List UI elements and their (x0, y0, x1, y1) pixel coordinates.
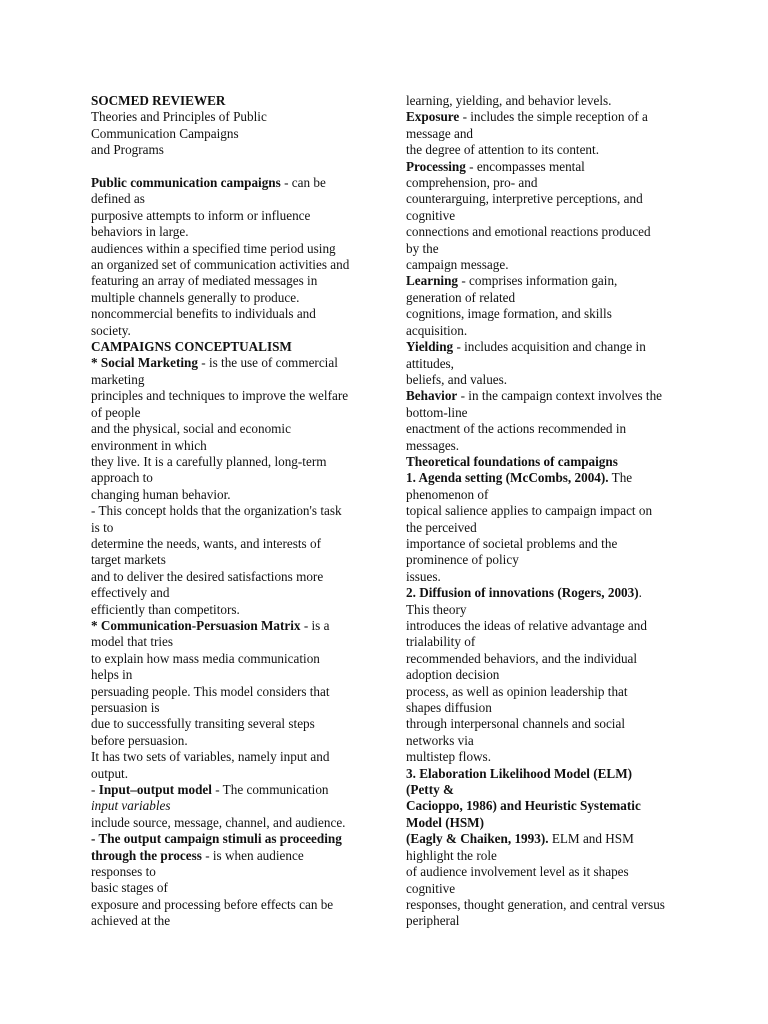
text-line (91, 552, 369, 568)
text-line (406, 913, 686, 929)
text-run: - includes the simple reception of a (459, 109, 648, 125)
text-line (406, 356, 686, 372)
text-line (406, 897, 686, 913)
text-run: - can be (280, 175, 326, 191)
text-run: It has two sets of variables, namely input and (91, 749, 330, 765)
text-line (91, 897, 369, 913)
text-run: the degree of attention to its content. (406, 142, 599, 158)
text-run: - (91, 782, 99, 798)
text-run: marketing (91, 371, 145, 387)
text-run: cognitive (406, 207, 456, 223)
text-run: efficiently than competitors. (91, 601, 240, 617)
text-line (91, 306, 369, 322)
text-line (406, 306, 686, 322)
text-run: networks via (406, 732, 474, 748)
text-run: behaviors in large. (91, 224, 189, 240)
text-line (406, 798, 686, 814)
text-run: changing human behavior. (91, 486, 231, 502)
bold-text: Theoretical foundations of campaigns (406, 453, 618, 469)
text-run: determine the needs, wants, and interests of (91, 535, 321, 551)
text-run: - encompasses mental (465, 158, 585, 174)
text-line (406, 175, 686, 191)
text-line (91, 782, 369, 798)
text-line (91, 520, 369, 536)
text-line (91, 667, 369, 683)
text-line (406, 667, 686, 683)
text-run: achieved at the (91, 913, 171, 929)
text-line (406, 257, 686, 273)
text-line (91, 355, 369, 371)
left-column (91, 93, 369, 930)
text-line (91, 438, 369, 454)
text-run: issues. (406, 568, 441, 584)
text-line (406, 651, 686, 667)
text-line (91, 290, 369, 306)
text-run: defined as (91, 191, 145, 207)
italic-text: input variables (91, 798, 171, 814)
text-run: persuading people. This model considers that (91, 683, 330, 699)
text-run: process, as well as opinion leadership that (406, 683, 628, 699)
text-line (406, 438, 686, 454)
text-run: introduces the ideas of relative advantage and (406, 618, 647, 633)
text-run: trialability of (406, 634, 476, 650)
text-line (406, 749, 686, 765)
text-line (91, 175, 369, 191)
bold-text: Learning (406, 273, 459, 289)
text-run: - is the use of commercial (197, 355, 338, 371)
bold-text: Yielding (406, 339, 454, 355)
text-run: an organized set of communication activities and (91, 257, 350, 273)
text-line (406, 815, 686, 831)
text-line (91, 913, 369, 929)
blank-line (91, 159, 369, 175)
text-line (406, 159, 686, 175)
text-run: and Programs (91, 142, 164, 158)
text-run: comprehension, pro- and (406, 175, 538, 191)
text-line (406, 684, 686, 700)
text-line (406, 191, 686, 207)
bold-text: Public communication campaigns (91, 175, 281, 191)
text-line (406, 618, 686, 634)
text-line (91, 421, 369, 437)
text-run: is to (91, 519, 114, 535)
text-run: - is when audience (201, 847, 304, 863)
text-line (406, 848, 686, 864)
text-line (91, 388, 369, 404)
text-line (406, 224, 686, 240)
text-run: helps in (91, 667, 133, 683)
text-run: multistep flows. (406, 749, 491, 765)
text-line (406, 241, 686, 257)
text-run: the perceived (406, 519, 477, 535)
text-run: persuasion is (91, 700, 160, 716)
text-run: campaign message. (406, 257, 509, 273)
text-line (91, 273, 369, 289)
right-column (406, 93, 686, 930)
text-line (406, 372, 686, 388)
text-line (406, 536, 686, 552)
text-line (406, 864, 686, 880)
text-line (91, 503, 369, 519)
text-line (91, 651, 369, 667)
text-line (91, 536, 369, 552)
text-run: adoption decision (406, 667, 500, 683)
text-run: learning, yielding, and behavior levels. (406, 93, 612, 108)
text-line (91, 733, 369, 749)
text-line (406, 470, 686, 486)
bold-text: Processing (406, 158, 466, 174)
text-line (91, 618, 369, 634)
text-run: recommended behaviors, and the individual (406, 650, 638, 666)
text-line (91, 93, 369, 109)
text-line (406, 454, 686, 470)
text-line (91, 142, 369, 158)
text-run: Communication Campaigns (91, 125, 239, 141)
text-run: Theories and Principles of Public (91, 109, 267, 125)
text-run: approach to (91, 470, 153, 486)
text-run: shapes diffusion (406, 700, 492, 716)
text-run: highlight the role (406, 847, 497, 863)
text-line (406, 569, 686, 585)
text-run: generation of related (406, 289, 516, 305)
bold-text: CAMPAIGNS CONCEPTUALISM (91, 339, 292, 355)
text-run: connections and emotional reactions produced (406, 224, 651, 240)
text-line (406, 421, 686, 437)
text-run: of audience involvement level as it shapes (406, 864, 629, 880)
text-run: messages. (406, 437, 460, 453)
text-line (406, 93, 686, 109)
text-line (406, 602, 686, 618)
text-run: The (608, 470, 633, 486)
text-run: beliefs, and values. (406, 371, 508, 387)
text-line (406, 520, 686, 536)
text-run: - is a (300, 617, 330, 633)
text-line (91, 454, 369, 470)
text-run: effectively and (91, 585, 170, 601)
text-run: responses, thought generation, and central versus (406, 896, 665, 912)
text-run: due to successfully transiting several steps (91, 716, 315, 732)
text-run: cognitive (406, 880, 456, 896)
text-run: bottom-line (406, 404, 468, 420)
text-line (91, 257, 369, 273)
text-line (91, 716, 369, 732)
text-line (406, 766, 686, 782)
text-line (91, 634, 369, 650)
text-run: responses to (91, 864, 156, 880)
bold-text: Input–output model (98, 782, 212, 798)
text-line (406, 208, 686, 224)
text-line (406, 273, 686, 289)
text-line (406, 487, 686, 503)
text-run: topical salience applies to campaign impact on (406, 503, 653, 519)
text-run: and the physical, social and economic (91, 421, 291, 437)
text-run: purposive attempts to inform or influence (91, 207, 311, 223)
text-run: . (638, 585, 642, 601)
text-run: multiple channels generally to produce. (91, 289, 300, 305)
text-line (91, 224, 369, 240)
text-line (406, 634, 686, 650)
text-line (91, 585, 369, 601)
bold-text: 1. Agenda setting (McCombs, 2004). (406, 470, 609, 486)
text-run: of people (91, 404, 141, 420)
text-line (406, 290, 686, 306)
text-line (91, 880, 369, 896)
text-run: environment in which (91, 437, 207, 453)
text-run: - in the campaign context involves the (457, 388, 663, 404)
text-line (406, 405, 686, 421)
text-run: target markets (91, 552, 166, 568)
text-line (91, 405, 369, 421)
text-line (91, 191, 369, 207)
text-line (91, 684, 369, 700)
text-run: cognitions, image formation, and skills (406, 306, 612, 322)
text-run: and to deliver the desired satisfactions more (91, 568, 324, 584)
text-run: counterarguing, interpretive perceptions, and (406, 191, 643, 207)
text-line (91, 487, 369, 503)
text-line (406, 782, 686, 798)
text-run: principles and techniques to improve the welfare (91, 388, 349, 404)
text-line (91, 798, 369, 814)
bold-text: 2. Diffusion of innovations (Rogers, 2003) (406, 585, 639, 601)
text-line (91, 126, 369, 142)
bold-text: Behavior (406, 388, 458, 404)
text-run: importance of societal problems and the (406, 535, 618, 551)
text-line (91, 323, 369, 339)
text-line (406, 700, 686, 716)
text-run: attitudes, (406, 355, 454, 371)
bold-text: through the process (91, 847, 202, 863)
text-run: message and (406, 125, 474, 141)
bold-text: Exposure (406, 109, 460, 125)
text-run: audiences within a specified time period using (91, 240, 336, 256)
text-line (91, 208, 369, 224)
text-line (91, 470, 369, 486)
text-run: - The communication (211, 782, 329, 798)
text-run: acquisition. (406, 322, 468, 338)
bold-text: (Petty & (406, 782, 454, 798)
text-run: This theory (406, 601, 467, 617)
text-line (91, 372, 369, 388)
text-line (406, 109, 686, 125)
text-run: featuring an array of mediated messages in (91, 273, 318, 289)
text-run: phenomenon of (406, 486, 489, 502)
text-run: include source, message, channel, and audience. (91, 814, 346, 830)
text-run: peripheral (406, 913, 460, 929)
text-run: through interpersonal channels and social (406, 716, 625, 732)
text-run: ELM and HSM (548, 831, 634, 847)
text-line (91, 109, 369, 125)
text-run: - comprises information gain, (458, 273, 618, 289)
text-line (406, 716, 686, 732)
text-line (91, 831, 369, 847)
bold-text: * Social Marketing (91, 355, 198, 371)
bold-text: Cacioppo, 1986) and Heuristic Systematic (406, 798, 641, 814)
text-run: basic stages of (91, 880, 168, 896)
text-run: output. (91, 765, 128, 781)
text-line (91, 700, 369, 716)
text-line (406, 881, 686, 897)
text-line (406, 552, 686, 568)
text-run: prominence of policy (406, 552, 519, 568)
text-run: to explain how mass media communication (91, 650, 320, 666)
text-line (91, 241, 369, 257)
text-run: exposure and processing before effects can be (91, 896, 334, 912)
text-line (406, 126, 686, 142)
text-run: society. (91, 322, 131, 338)
text-run: by the (406, 240, 439, 256)
text-run: - includes acquisition and change in (453, 339, 646, 355)
text-line (406, 339, 686, 355)
bold-text: - The output campaign stimuli as proceeding (91, 831, 342, 847)
text-run: they live. It is a carefully planned, long-term (91, 453, 327, 469)
text-line (406, 323, 686, 339)
bold-text: * Communication-Persuasion Matrix (91, 617, 301, 633)
text-line (406, 503, 686, 519)
text-run: - This concept holds that the organization's task (91, 503, 342, 519)
text-run: noncommercial benefits to individuals and (91, 306, 316, 322)
text-run: model that tries (91, 634, 174, 650)
text-line (91, 766, 369, 782)
text-run: enactment of the actions recommended in (406, 421, 627, 437)
text-line (406, 388, 686, 404)
bold-text: Model (HSM) (406, 814, 485, 830)
text-line (406, 733, 686, 749)
text-line (91, 602, 369, 618)
text-line (91, 569, 369, 585)
bold-text: (Eagly & Chaiken, 1993). (406, 831, 549, 847)
text-line (91, 848, 369, 864)
text-line (406, 142, 686, 158)
text-line (406, 831, 686, 847)
bold-text: SOCMED REVIEWER (91, 93, 226, 108)
text-line (91, 815, 369, 831)
text-line (91, 749, 369, 765)
text-line (406, 585, 686, 601)
text-line (91, 339, 369, 355)
text-run: before persuasion. (91, 732, 188, 748)
text-line (91, 864, 369, 880)
bold-text: 3. Elaboration Likelihood Model (ELM) (406, 765, 633, 781)
